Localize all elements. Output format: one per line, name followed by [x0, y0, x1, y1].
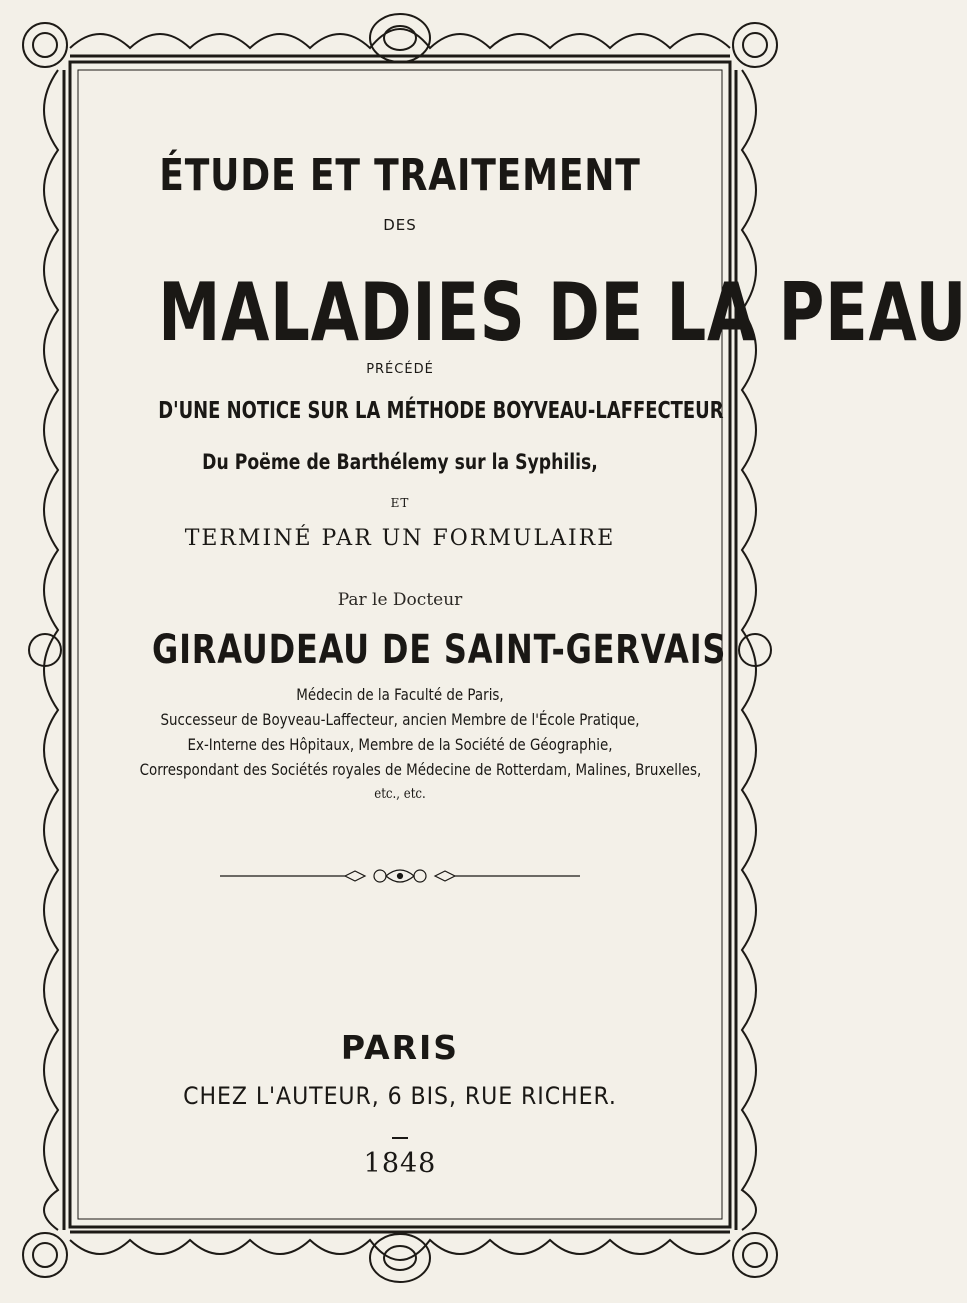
et-label: ET: [390, 496, 410, 510]
by-line: Par le Docteur: [337, 590, 463, 610]
title-connector: DES: [383, 216, 417, 234]
ending-line: TERMINÉ PAR UN FORMULAIRE: [184, 526, 616, 551]
imprint-dash: [392, 1137, 408, 1139]
poem-line: Du Poëme de Barthélemy sur la Syphilis,: [202, 450, 598, 474]
author-name: GIRAUDEAU DE SAINT-GERVAIS: [152, 627, 727, 673]
credential-line: Successeur de Boyveau-Laffecteur, ancien Membre de l'École Pratique,: [160, 710, 640, 729]
ornament-divider: [90, 866, 710, 886]
title-line-2: MALADIES DE LA PEAU: [158, 266, 967, 359]
credential-line: etc., etc.: [374, 786, 426, 802]
title-line-1: ÉTUDE ET TRAITEMENT: [159, 150, 641, 201]
credential-line: Médecin de la Faculté de Paris,: [296, 685, 504, 704]
imprint-year: 1848: [363, 1148, 437, 1179]
credential-line: Ex-Interne des Hôpitaux, Membre de la Société de Géographie,: [187, 735, 613, 754]
imprint-publisher: CHEZ L'AUTEUR, 6 BIS, RUE RICHER.: [183, 1082, 617, 1110]
imprint-city: PARIS: [340, 1028, 460, 1067]
title-content: [90, 100, 967, 1200]
notice-line: D'UNE NOTICE SUR LA MÉTHODE BOYVEAU-LAFFECTEUR: [158, 398, 724, 424]
credential-line: Correspondant des Sociétés royales de Médecine de Rotterdam, Malines, Bruxelles,: [139, 760, 702, 779]
preceded-label: PRÉCÉDÉ: [366, 362, 434, 377]
